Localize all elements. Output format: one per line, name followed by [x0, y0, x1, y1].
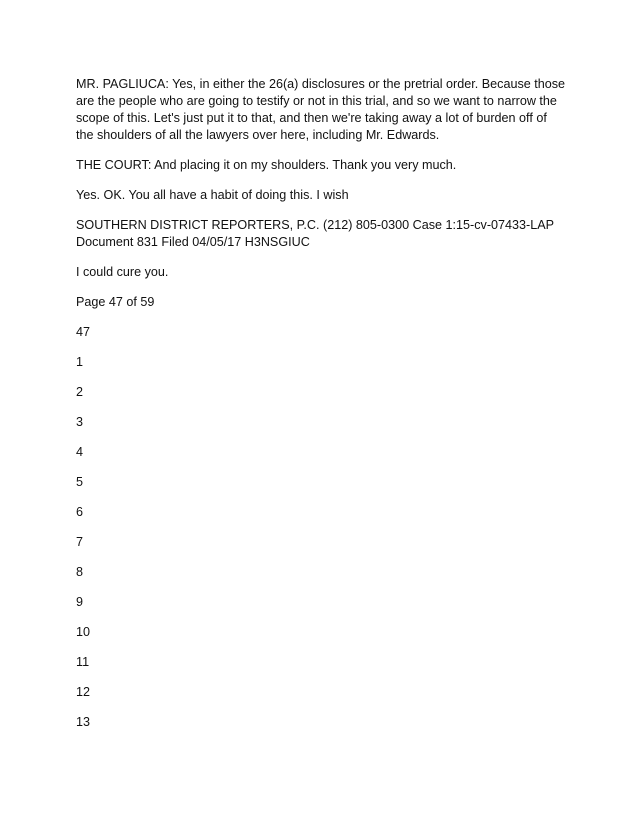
- line-number: 13: [76, 715, 91, 729]
- line-number: 2: [76, 385, 84, 399]
- line-number: 9: [76, 595, 84, 609]
- line-number: 3: [76, 415, 84, 429]
- paragraph-cure-you: I could cure you.: [76, 265, 169, 279]
- line-number: 5: [76, 475, 84, 489]
- line-number: 10: [76, 625, 91, 639]
- paragraph-court-statement: THE COURT: And placing it on my shoulders. Thank you very much.: [76, 158, 457, 172]
- paragraph-court-continuation: Yes. OK. You all have a habit of doing this. I wish: [76, 188, 349, 202]
- line-number: 1: [76, 355, 84, 369]
- line-number: 11: [76, 655, 90, 669]
- line-number: 8: [76, 565, 84, 579]
- document-body: [76, 76, 566, 744]
- paragraph-pagliuca-statement: MR. PAGLIUCA: Yes, in either the 26(a) disclosures or the pretrial order. Because those are the people who are going to testify or not in this trial, and so we want to narrow the scope of this. Let's just put it to that, and then we're taking away a lot of burden off of the shoulders of all the lawyers over here, including Mr. Edwards.: [76, 77, 566, 142]
- transcript-page-number: 47: [76, 325, 91, 339]
- line-number: 6: [76, 505, 84, 519]
- line-number: 12: [76, 685, 91, 699]
- page-indicator: Page 47 of 59: [76, 295, 155, 309]
- line-number: 4: [76, 445, 84, 459]
- paragraph-reporter-header: SOUTHERN DISTRICT REPORTERS, P.C. (212) 805-0300 Case 1:15-cv-07433-LAP Document 831 Filed 04/05/17 H3NSGIUC: [76, 218, 554, 249]
- line-number: 7: [76, 535, 84, 549]
